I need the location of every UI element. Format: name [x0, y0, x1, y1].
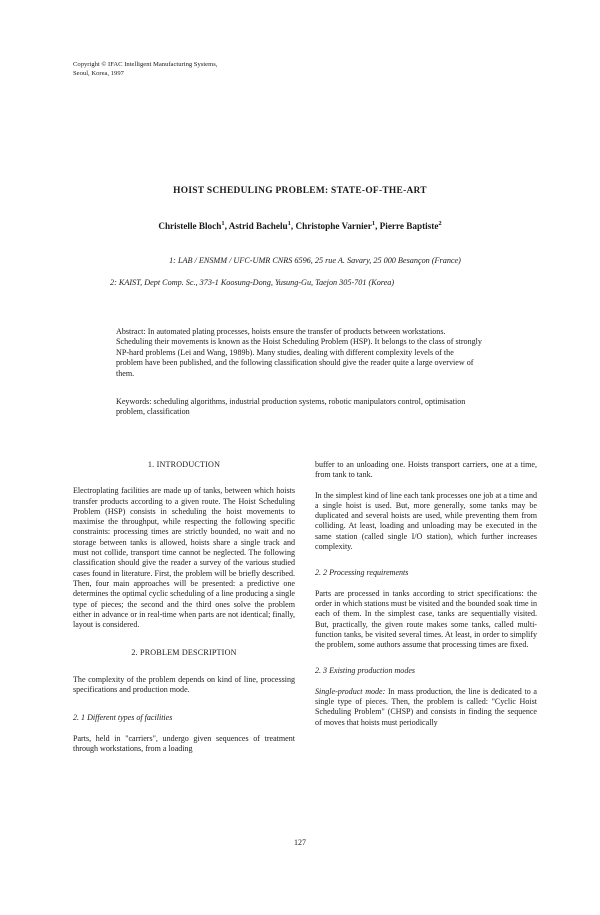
- paragraph-processing: Parts are processed in tanks according to strict specifications: the order in which stations must be visited and the bounded soak time in each of them. In the simplest case, tanks are sequentially visited. But, practically, the given route makes some tanks, called multi-function tanks, be visited several times. At least, in order to simplify the problem, some authors assume that processing times are fixed.: [315, 588, 537, 650]
- paragraph-facilities: Parts, held in "carriers", undergo given sequences of treatment through workstations, from a loading: [73, 733, 295, 753]
- left-column: [73, 460, 295, 764]
- author-separator: ,: [224, 221, 229, 232]
- affiliation-2: 2: KAIST, Dept Comp. Sc., 373-1 Koosung-Dong, Yusung-Gu, Taejon 305-701 (Korea): [110, 278, 395, 287]
- author-list: [0, 220, 600, 231]
- copyright-notice: [73, 61, 217, 78]
- copyright-line-1: Copyright © IFAC Intelligent Manufacturing Systems,: [73, 61, 218, 68]
- copyright-line-2: Seoul, Korea, 1997: [73, 69, 124, 77]
- author-affiliation-mark: 1: [287, 220, 291, 227]
- paragraph-production-modes-text: In mass production, the line is dedicated to a single type of pieces. Then, the problem is called: "Cyclic Hoist Scheduling Problem" (CHSP) and consists in finding the sequence of moves that hoists must periodically: [315, 686, 537, 727]
- section-heading-problem-description: 2. PROBLEM DESCRIPTION: [131, 648, 237, 658]
- paragraph-introduction: Electroplating facilities are made up of tanks, between which hoists transfer products according to a given route. The Hoist Scheduling Problem (HSP) consists in scheduling the hoist movements to maximise the throughput, while respecting the following specific constraints: processing times are strictly bounded, no wait and no storage between tanks is allowed, hoists share a single track and must not collide, transport time cannot be neglected. The following classification should give the reader a survey of the various studied cases found in literature. First, the problem will be briefly described. Then, four main approaches will be presented: a predictive one determines the optimal cyclic scheduling of a line producing a single type of pieces; the second and the third ones solve the problem either in advance or in real-time when parts are not identical; finally, layout is considered.: [73, 486, 295, 630]
- author-name: Christophe Varnier: [295, 221, 372, 232]
- paragraph-production-modes: [315, 687, 537, 728]
- author-separator: ,: [375, 221, 380, 232]
- keywords: Keywords: scheduling algorithms, industrial production systems, robotic manipulators control, optimisation problem, classification: [116, 397, 466, 417]
- paper-title: HOIST SCHEDULING PROBLEM: STATE-OF-THE-ART: [173, 186, 427, 196]
- subsection-heading-facilities: 2. 1 Different types of facilities: [73, 713, 173, 723]
- page-number: 127: [294, 838, 306, 847]
- run-in-heading-single-product: Single-product mode:: [315, 686, 386, 696]
- author-name: Christelle Bloch: [158, 221, 222, 232]
- paragraph-facilities-continued: buffer to an unloading one. Hoists transport carriers, one at a time, from tank to tank.: [315, 460, 537, 480]
- paragraph-simplest-line: In the simplest kind of line each tank processes one job at a time and a single hoist is used. But, more generally, some tanks may be duplicated and several hoists are used, while preventing them from colliding. At least, loading and unloading may be executed in the same station (called single I/O station), which further increases complexity.: [315, 490, 537, 552]
- author-separator: ,: [290, 221, 296, 232]
- paragraph-problem-description: The complexity of the problem depends on kind of line, processing specifications and production mode.: [73, 674, 295, 695]
- subsection-heading-processing: 2. 2 Processing requirements: [315, 568, 409, 578]
- abstract: Abstract: In automated plating processes, hoists ensure the transfer of products between workstations. Scheduling their movements is known as the Hoist Scheduling Problem (HSP). It belongs to the class of strongly NP-hard problems (Lei and Wang, 1989b). Many studies, dealing with different complexity levels of the problem have been published, and the following classification should give the reader quite a large overview of them.: [116, 327, 482, 378]
- subsection-heading-production-modes: 2. 3 Existing production modes: [315, 666, 416, 676]
- author-affiliation-mark: 1: [221, 220, 225, 227]
- author-affiliation-mark: 1: [371, 220, 376, 227]
- section-heading-introduction: 1. INTRODUCTION: [147, 460, 221, 469]
- author-affiliation-mark: 2: [438, 220, 442, 227]
- right-column: [315, 460, 537, 738]
- affiliation-1: 1: LAB / ENSMM / UFC-UMR CNRS 6596, 25 rue A. Savary, 25 000 Besançon (France): [169, 256, 461, 265]
- author-name: Astrid Bachelu: [228, 221, 288, 232]
- author-name: Pierre Baptiste: [379, 221, 439, 232]
